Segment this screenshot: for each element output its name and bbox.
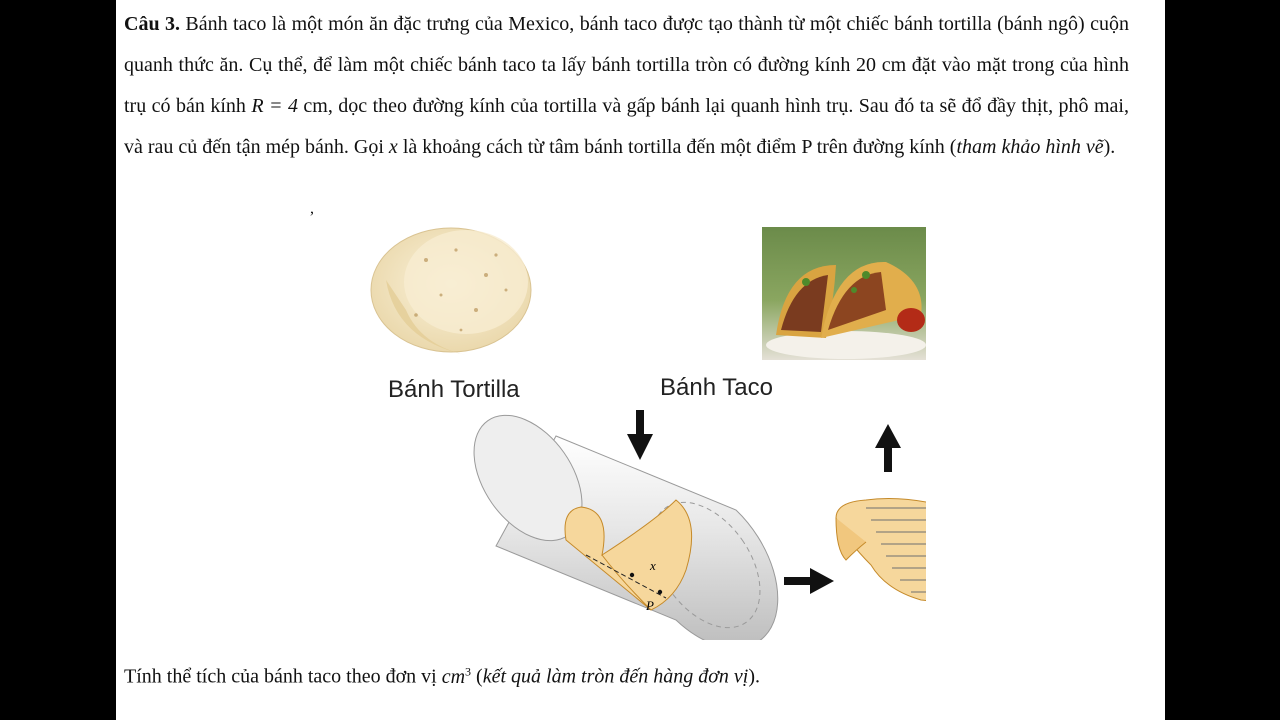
down-arrow-icon — [627, 410, 653, 460]
question-text-2: cm, dọc theo đường kính của tortilla và gấp bánh lại quanh hình trụ. Sau đó ta sẽ đổ đầy thịt, phô mai, và rau củ đến tận mép bánh. Gọi — [124, 95, 1129, 158]
footer-question: Tính thể tích của bánh taco theo đơn vị $cm^3$ (kết quả làm tròn đến hàng đơn vị). — [124, 664, 761, 688]
tortilla-photo — [371, 228, 531, 355]
right-arrow-icon — [784, 568, 834, 594]
taco-shell-diagram — [836, 499, 926, 601]
question-text-4: ). — [1103, 136, 1116, 158]
reference-note: tham khảo hình vẽ — [956, 136, 1104, 158]
unit-cm3: $cm^3$ — [441, 664, 472, 688]
question-text-3: là khoảng cách từ tâm bánh tortilla đến một điểm P trên đường kính ( — [397, 136, 957, 158]
variable-x: x — [388, 136, 398, 158]
radius-equation: R = 4 — [251, 95, 298, 117]
taco-figure — [366, 220, 926, 640]
label-p: P — [646, 598, 654, 613]
up-arrow-icon — [875, 424, 901, 472]
tortilla-caption: Bánh Tortilla — [388, 376, 520, 403]
rounding-note: kết quả làm tròn đến hàng đơn vị — [482, 665, 749, 688]
question-text-1: Bánh taco là một món ăn đặc trưng của Mexico, bánh taco được tạo thành từ một chiếc bánh tortilla (bánh ngô) cuộn quanh thức ăn. Cụ thể, để làm một chiếc bánh taco ta lấy bánh tortilla tròn có đường kính 20 cm đặt vào mặt trong của hình trụ có bán kính — [124, 13, 1129, 117]
stray-mark: , — [310, 200, 314, 217]
label-x: x — [650, 558, 656, 573]
taco-photo — [762, 227, 926, 360]
taco-caption: Bánh Taco — [660, 374, 773, 401]
question-label: Câu 3. — [124, 13, 180, 35]
question-paragraph — [124, 4, 1129, 168]
cylinder-diagram — [452, 395, 782, 640]
document-page — [116, 0, 1165, 720]
